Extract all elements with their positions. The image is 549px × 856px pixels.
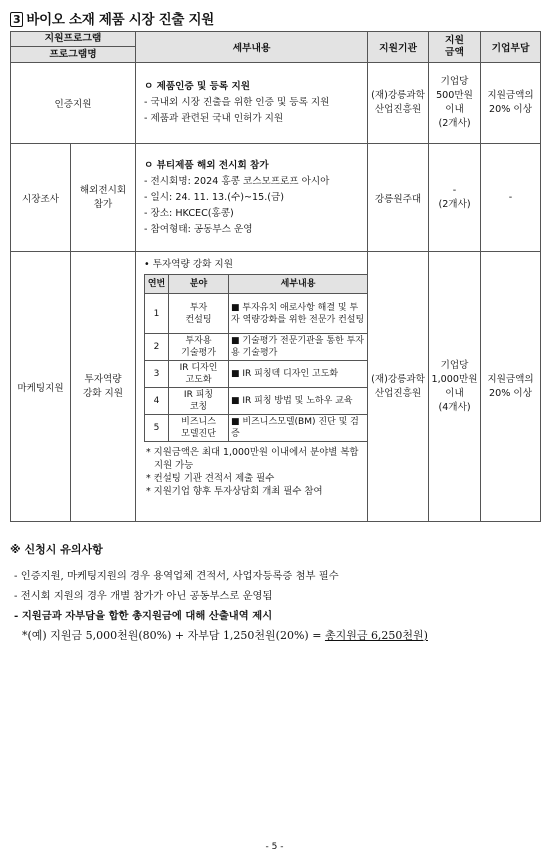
sub-detail: ■ 기술평가 전문기관을 통한 투자용 기술평가 <box>229 334 368 361</box>
sub-header-detail: 세부내용 <box>229 275 368 294</box>
sub-table-row <box>145 388 368 415</box>
agency: (재)강릉과학 산업진흥원 <box>368 252 429 522</box>
table-row <box>11 144 541 252</box>
notice-item: - 인증지원, 마케팅지원의 경우 용역업체 견적서, 사업자등록증 첨부 필수 <box>14 570 339 582</box>
agency: (재)강릉과학 산업진흥원 <box>368 63 429 144</box>
note-item: * 컨설팅 기관 견적서 제출 필수 <box>146 473 275 484</box>
formula-example <box>14 626 428 646</box>
note-item: * 지원금액은 최대 1,000만원 이내에서 분야별 복합지원 가능 <box>146 447 359 471</box>
program-name: 마케팅지원 <box>11 252 71 522</box>
amount: 기업당 1,000만원 이내 (4개사) <box>429 252 481 522</box>
header-burden: 기업부담 <box>481 32 541 63</box>
sub-detail: ■ 비즈니스모델(BM) 진단 및 검증 <box>229 415 368 442</box>
details-item: - 전시회명: 2024 홍콩 코스모프로프 아시아 <box>144 175 330 187</box>
sub-detail: ■ IR 피칭덱 디자인 고도화 <box>229 361 368 388</box>
program-sub-name: 해외전시회 참가 <box>71 144 136 252</box>
agency: 강릉원주대 <box>368 144 429 252</box>
notice-item: - 지원금과 자부담을 합한 총지원금에 대해 산출내역 제시 <box>14 610 273 622</box>
details-cell <box>136 252 368 522</box>
amount: 기업당 500만원 이내 (2개사) <box>429 63 481 144</box>
program-sub-name: 투자역량 강화 지원 <box>71 252 136 522</box>
sub-header-field: 분야 <box>169 275 229 294</box>
sub-table-row <box>145 361 368 388</box>
details-title: ㅇ 뷰티제품 해외 전시회 참가 <box>144 159 269 171</box>
details-item: - 국내외 시장 진출을 위한 인증 및 등록 지원 <box>144 97 330 108</box>
sub-table <box>144 274 368 442</box>
header-program-top: 지원프로그램 <box>11 32 135 47</box>
details-item: - 일시: 24. 11. 13.(수)~15.(금) <box>144 191 285 203</box>
details-item: - 참여형태: 공동부스 운영 <box>144 223 253 235</box>
sub-table-row <box>145 334 368 361</box>
sub-no: 2 <box>145 334 169 361</box>
sub-field: 비즈니스 모델진단 <box>169 415 229 442</box>
burden: 지원금액의 20% 이상 <box>481 63 541 144</box>
program-name: 시장조사 <box>11 144 71 252</box>
sub-header-no: 연번 <box>145 275 169 294</box>
details-item: - 장소: HKCEC(홍콩) <box>144 207 234 219</box>
header-agency: 지원기관 <box>368 32 429 63</box>
sub-no: 1 <box>145 294 169 334</box>
details-cell <box>136 63 368 144</box>
section-title-text: 바이오 소재 제품 시장 진출 지원 <box>26 12 214 28</box>
sub-no: 5 <box>145 415 169 442</box>
header-program <box>11 32 136 63</box>
sub-detail: ■ 투자유치 애로사항 해결 및 투자 역량강화를 위한 전문가 컨설팅 <box>229 294 368 334</box>
formula-total: 총지원금 6,250천원) <box>324 629 428 642</box>
notice-title: ※ 신청시 유의사항 <box>10 543 103 556</box>
details-item: - 제품과 관련된 국내 인허가 지원 <box>144 113 284 124</box>
sub-field: IR 디자인 고도화 <box>169 361 229 388</box>
sub-no: 4 <box>145 388 169 415</box>
table-row <box>11 63 541 144</box>
header-program-bottom: 프로그램명 <box>49 49 97 60</box>
burden: 지원금액의 20% 이상 <box>481 252 541 522</box>
program-name: 인증지원 <box>11 63 136 144</box>
header-amount: 지원 금액 <box>429 32 481 63</box>
amount: - (2개사) <box>429 144 481 252</box>
sub-detail: ■ IR 피칭 방법 및 노하우 교육 <box>229 388 368 415</box>
support-program-table <box>10 31 541 522</box>
burden: - <box>481 144 541 252</box>
note-item: * 지원기업 향후 투자상담회 개최 필수 참여 <box>146 486 323 497</box>
details-cell <box>136 144 368 252</box>
table-row <box>11 252 541 522</box>
formula-prefix: *(예) 지원금 5,000천원(80%) + 자부담 1,250천원(20%) = <box>22 629 325 642</box>
sub-field: IR 피칭 코칭 <box>169 388 229 415</box>
notice-list <box>14 566 428 646</box>
sub-field: 투자용 기술평가 <box>169 334 229 361</box>
section-number: 3 <box>10 12 23 27</box>
sub-field: 투자 컨설팅 <box>169 294 229 334</box>
sub-table-row <box>145 415 368 442</box>
details-title: • 투자역량 강화 지원 <box>144 259 233 270</box>
page-number: - 5 - <box>265 842 284 852</box>
notice-item: - 전시회 지원의 경우 개별 참가가 아닌 공동부스로 운영됨 <box>14 590 273 602</box>
section-title <box>10 8 214 28</box>
header-details: 세부내용 <box>136 32 368 63</box>
details-title: ㅇ 제품인증 및 등록 지원 <box>144 81 251 92</box>
sub-table-row <box>145 294 368 334</box>
sub-no: 3 <box>145 361 169 388</box>
